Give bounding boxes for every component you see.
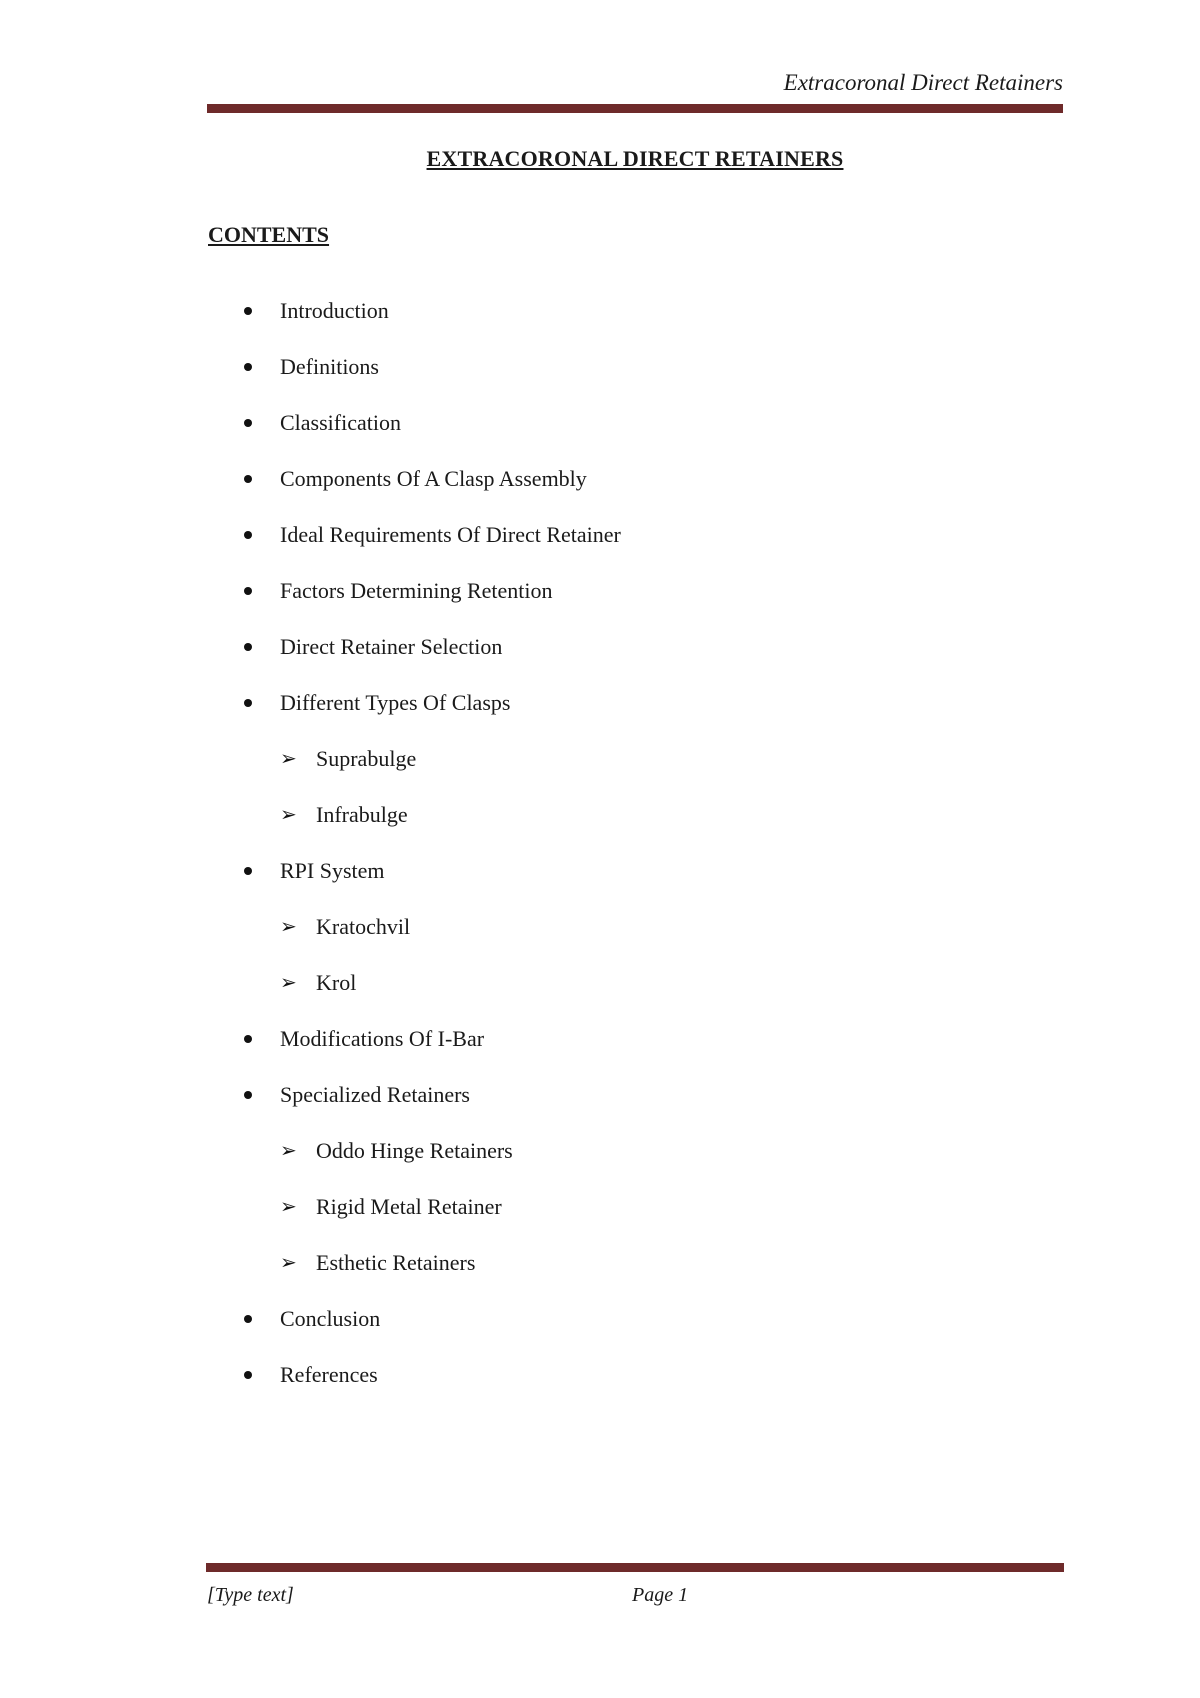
bullet-icon (244, 1371, 252, 1379)
arrowhead-icon: ➢ (280, 802, 297, 826)
page-number: Page 1 (632, 1584, 689, 1606)
toc-item-label: Components Of A Clasp Assembly (280, 466, 587, 491)
toc-item-label: Kratochvil (316, 914, 411, 939)
toc-item-label: Esthetic Retainers (316, 1250, 476, 1275)
toc-item-label: Oddo Hinge Retainers (316, 1138, 513, 1163)
contents-heading: CONTENTS (208, 222, 330, 247)
toc-item-label: Infrabulge (316, 802, 408, 827)
document-title: EXTRACORONAL DIRECT RETAINERS (426, 146, 844, 171)
toc-item-label: Factors Determining Retention (280, 578, 553, 603)
bullet-icon (244, 867, 252, 875)
toc-item-label: Different Types Of Clasps (280, 690, 511, 715)
toc-item-label: Definitions (280, 354, 379, 379)
toc-item-label: Ideal Requirements Of Direct Retainer (280, 522, 621, 547)
bullet-icon (244, 1091, 252, 1099)
toc-item-label: Conclusion (280, 1306, 381, 1331)
footer-rule (206, 1563, 1064, 1572)
bullet-icon (244, 1315, 252, 1323)
toc-item-label: Introduction (280, 298, 389, 323)
toc-item-label: References (280, 1362, 378, 1387)
toc-item-label: Krol (316, 970, 357, 995)
arrowhead-icon: ➢ (280, 1250, 297, 1274)
bullet-icon (244, 1035, 252, 1043)
bullet-icon (244, 307, 252, 315)
arrowhead-icon: ➢ (280, 1194, 297, 1218)
footer-placeholder-text: [Type text] (207, 1584, 294, 1606)
bullet-icon (244, 531, 252, 539)
bullet-icon (244, 699, 252, 707)
toc-item-label: Rigid Metal Retainer (316, 1194, 502, 1219)
toc-item-label: Suprabulge (316, 746, 417, 771)
toc-item-label: RPI System (280, 858, 385, 883)
bullet-icon (244, 419, 252, 427)
header-rule (207, 104, 1063, 113)
toc-item-label: Modifications Of I-Bar (280, 1026, 485, 1051)
toc-item-label: Specialized Retainers (280, 1082, 470, 1107)
arrowhead-icon: ➢ (280, 1138, 297, 1162)
running-header: Extracoronal Direct Retainers (783, 70, 1063, 95)
bullet-icon (244, 363, 252, 371)
arrowhead-icon: ➢ (280, 914, 297, 938)
toc-item-label: Direct Retainer Selection (280, 634, 503, 659)
bullet-icon (244, 643, 252, 651)
toc-item-label: Classification (280, 410, 401, 435)
bullet-icon (244, 587, 252, 595)
arrowhead-icon: ➢ (280, 746, 297, 770)
bullet-icon (244, 475, 252, 483)
arrowhead-icon: ➢ (280, 970, 297, 994)
